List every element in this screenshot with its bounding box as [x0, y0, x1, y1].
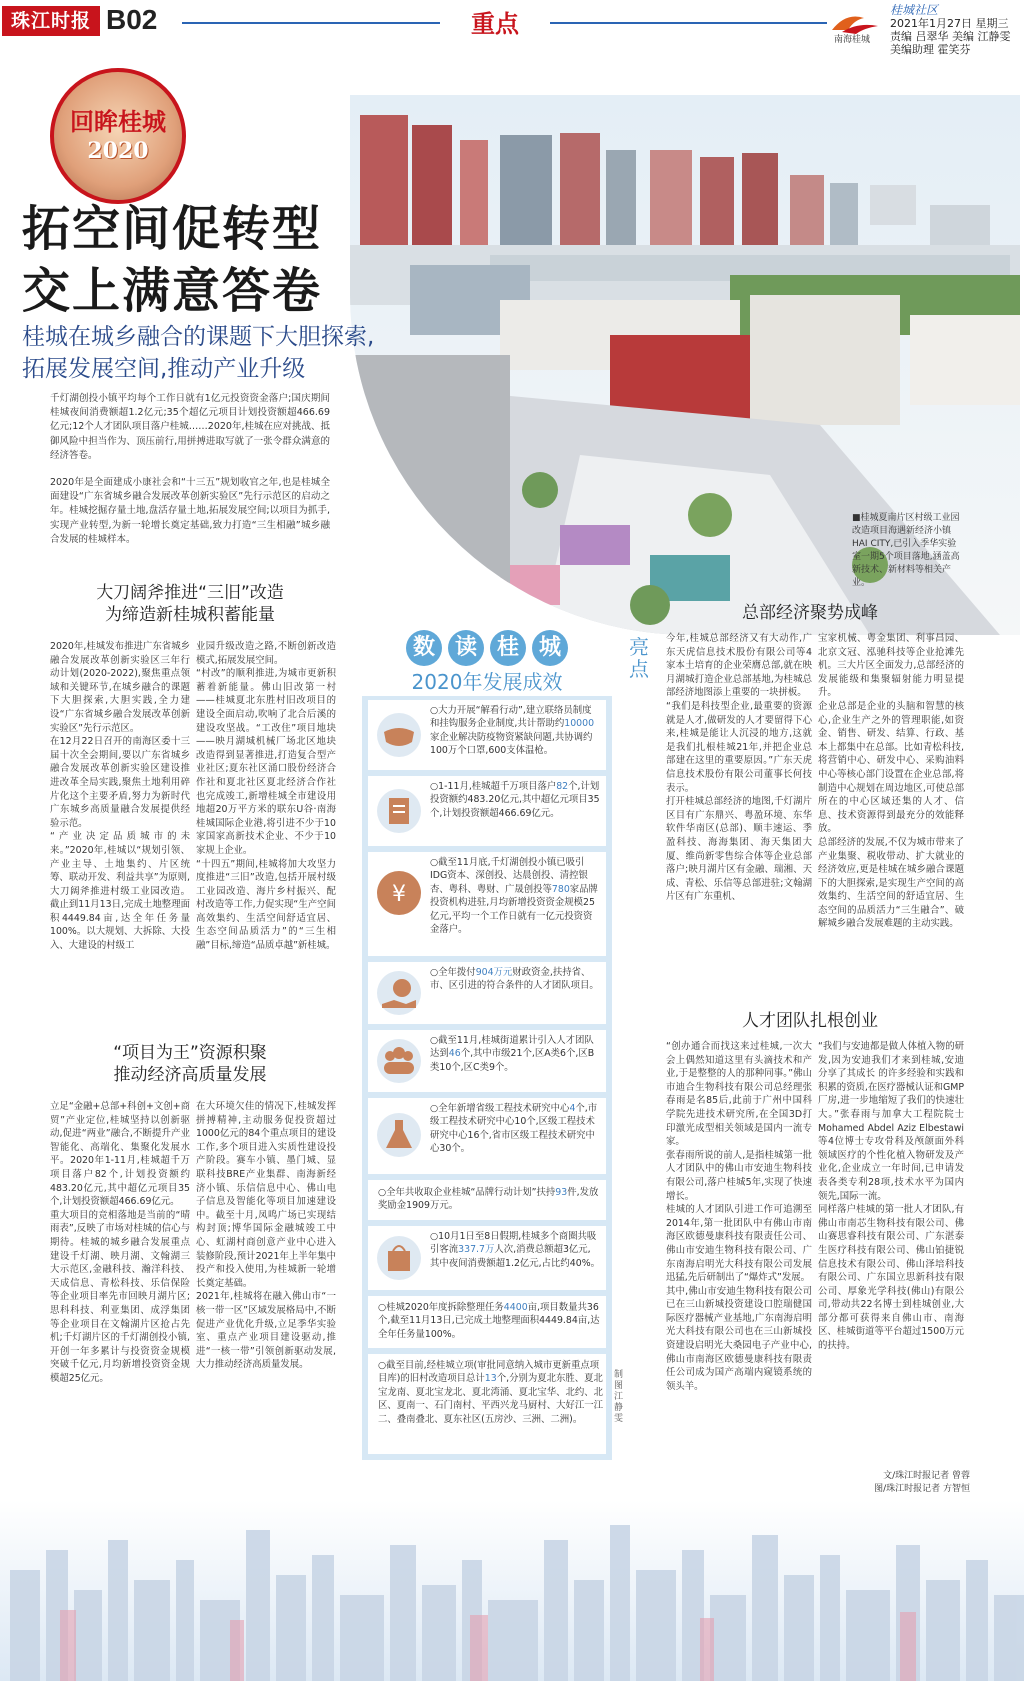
- data-highlight: 4: [569, 1103, 576, 1114]
- column-name: 桂城社区: [890, 3, 939, 17]
- section1-heading: [50, 582, 330, 626]
- data-highlight: 82: [556, 781, 569, 792]
- page-number: B02: [106, 4, 158, 35]
- graphic-credit: 制图 江静雯: [614, 1370, 624, 1424]
- highlight-label: 亮点: [629, 635, 649, 681]
- data-item: [368, 1354, 606, 1454]
- title-char: 城: [532, 630, 568, 666]
- section4-heading: 人才团队扎根创业: [742, 1011, 878, 1031]
- data-text: 个,计划投资额约483.20亿元,其中超亿元项目35个,计划投资额超466.69亿元。: [430, 781, 600, 819]
- data-item: [368, 962, 606, 1024]
- data-text: ○全年拨付: [430, 967, 476, 978]
- data-text: ○全年共收取企业桂城“品牌行动计划”扶持: [378, 1187, 556, 1198]
- section3-column-2: 宝家机械、粤金集团、利事昌园、北京文冠、泓驰科技等企业抢滩先机。三大片区全面发力,总部经济的发展能级和集聚辐射能力明显提升。 企业总部是企业的头脑和智慧的核心,企业生产之外的管理职能,如资金、销售、研发、结算、行政、基本上都集中在总部。比如青松科技,将营销中心、研发中心、采购油料中心等核心部门设置在企业总部,将制造中心规划在周边地区,可使总部所在的中心区域还集的人才、信息、技术资源得到最充分的效能释放。 总部经济的发展,不仅为城市带来了产业集聚、税收带动、扩大就业的经济效应,更是桂城在城乡融合课题下的大胆探索,是实现生产空间的高效集约、生活空间的舒适宜居、生态空间的品质活力“三生融合”、破解城乡融合发展难题的主动实践。: [818, 633, 964, 930]
- data-text: 个,其中市级21个,区A类6个,区B类10个,区C类9个。: [430, 1048, 595, 1073]
- data-item: [368, 1098, 606, 1174]
- section-label: 重点: [440, 8, 550, 40]
- title-char: 桂: [490, 630, 526, 666]
- section1-column-2: 业园升级改造之路,不断创新改造模式,拓展发展空间。 “村改”的顺利推进,为城市更新积蓄着新能量。佛山旧改第一村——桂城夏北东胜村旧改项目的建设全面启动,吹响了北合后溪的建设攻坚战。“工改住”项目地块——映月湖城机械厂场北区地块改造得到显著推进,打造复合型产业社区;夏东社区涌口股份经济合作社和夏北社区夏北经济合作社也完成竣工,新增桂城全市建设用地超20万平方米的联东U谷·南海桂城国际企业港,将引进不少于10家国家高新技术企业、不少于10家规上企业。 “十四五”期间,桂城将加大攻坚力度推进“三旧”改造,包括开展村级工业园改造、海片乡村振兴、配村改造等工作,力促实现“生产空间高效集约、生活空间舒适宜居、生态空间品质活力”的“三生相融”目标,缔造“品质卓越”新桂城。: [196, 641, 336, 952]
- section4-column-2: “我们与安迪都是做人体植入物的研发,因为安迪我们才来到桂城,安迪分享了其成长 的许多经验和实践和积累的资质,在医疗器械认证和GMP厂房,进一步地缩短了我们的快速壮大。”张春雨与加拿大工程院院士Mohamed Abdel Aziz Elbestawi等4位博士专攻骨科及颅颌面外科领域医疗的个性化植入物研发及产业化,企业成立一年时间,已申请发表各类专利28项,技术水平为国内领先,国际一流。 同样落户桂城的第一批人才团队,有佛山市南芯生物科技有限公司、佛山赛思睿科技有限公司、广东湛泰生医疗科技有限公司、佛山铂捷锐信息技术有限公司、佛山泽培科技有限公司、广东国立思新科技有限公司、厚象光学科技(佛山)有限公司,带动共22名博士到桂城创业,大部分都可获得来自佛山市、南海区、桂城街道等平台超过1500万元的扶持。: [818, 1041, 964, 1352]
- data-highlight: 10000: [564, 718, 595, 730]
- data-item: [368, 1030, 606, 1092]
- data-text: ○10月1日至8日假期,桂城多个商圈共吸引客流: [430, 1231, 597, 1256]
- subheadline-line1: 桂城在城乡融合的课题下大胆探索,: [22, 324, 375, 350]
- data-text: ○大力开展“解看行动”,建立联络员制度和挂钩服务企业制度,共计帮助约: [430, 705, 592, 730]
- data-item: [368, 852, 606, 956]
- title-char: 数: [406, 630, 442, 666]
- app-name: 南海桂城: [834, 35, 871, 45]
- section1-heading-line1: 大刀阔斧推进“三旧”改造: [96, 583, 284, 603]
- data-highlight: 93: [555, 1187, 568, 1198]
- data-highlight: 13: [484, 1373, 497, 1385]
- data-text: ○截至11月底,千灯湖创投小镇已吸引IDG资本、深创投、达晨创投、清控银杏、粤科、粤财、广晟创投等: [430, 857, 588, 895]
- document-icon: [376, 788, 422, 834]
- editors-line: 责编 吕翠华 美编 江静雯: [890, 30, 1011, 43]
- data-highlight: 4400: [503, 1302, 528, 1313]
- data-text: ○截至目前,经桂城立项(审批同意纳入城市更新重点项目库)的旧村改造项目总计: [378, 1360, 600, 1385]
- shopping-icon: [376, 1235, 422, 1281]
- author-credit: [820, 1470, 970, 1496]
- section2-heading: [50, 1042, 330, 1086]
- data-highlight: 904万元: [475, 967, 513, 978]
- section3-heading: 总部经济聚势成峰: [742, 603, 878, 623]
- city-skyline-decoration: [0, 1500, 1024, 1681]
- data-item: [368, 700, 606, 770]
- data-text: 家品牌投资机构进驻,月均新增投资资金规模25亿元,平均一个工作日就有一亿元投资资金落户。: [430, 883, 598, 936]
- data-text: ○全年新增省级工程技术研究中心: [430, 1103, 570, 1114]
- section2-heading-line2: 推动经济高质量发展: [113, 1065, 267, 1085]
- data-text: 件,发放奖励金1909万元。: [378, 1187, 599, 1212]
- section3-column-1: 今年,桂城总部经济又有大动作,广东天虎信息技术股份有限公司等4家本土培育的企业荣膺总部,就在映月湖城打造企业总部基地,为桂城总部经济地图添上重要的一块拼板。 “我们是科技型企业,最重要的资源就是人才,做研发的人才要留得下心来,桂城是能让人沉浸的地方,这就是我们扎根桂城21年,并把企业总部建在这里的重要原因。”广东天虎信息技术股份有限公司董事长何技表示。 打开桂城总部经济的地图,千灯湖片区目有广东鼎兴、粤盈环境、东华软件华南区(总部)、顺丰速运、季盈科技、海海集团、海天集团大厦、维尚新零售综合体等企业总部落户;映月湖片区有金融、瑞湘、天成、青松、乐信等总部进驻;文翰湖片区有广东重机、: [666, 633, 812, 903]
- badge-year: 2020: [87, 138, 149, 164]
- data-text: 家企业解决防疫物资紧缺问题,共协调约100万个口罩,600支体温枪。: [430, 731, 593, 757]
- data-text: 亩,项目数量共36个,截至11月13日,已完成土地整理面积4449.84亩,达全年任务量100%。: [378, 1302, 600, 1340]
- section1-heading-line2: 为缔造新桂城积蓄能量: [105, 605, 275, 625]
- data-text: 个,分别为夏北东胜、夏北宝龙南、夏北宝龙北、夏北湾涌、夏北宝华、北约、北区、夏南一、石门南村、平西兴龙马厨村、大好江一江二、叠南叠北、夏东社区(五房沙、三洲、二洲)。: [378, 1373, 604, 1425]
- data-item: [368, 1296, 606, 1348]
- data-item: [368, 776, 606, 846]
- data-panel-subtitle: 2020年发展成效: [411, 670, 563, 694]
- lead-paragraph-2: 2020年是全面建成小康社会和“十三五”规划收官之年,也是桂城全面建设“广东省城乡融合发展改革创新实验区”先行示范区的启动之年。桂城挖掘存量土地,盘活存量土地,拓展发展空间;以项目为抓手,实现产业转型,为新一轮增长奠定基础,致力打造“三生相融”城乡融合发展的桂城样本。: [50, 477, 330, 545]
- flask-icon: [376, 1112, 422, 1158]
- data-text: 个,市级工程技术研究中心10个,区级工程技术研究中心16个,省市区级工程技术研究中心30个。: [430, 1103, 598, 1155]
- data-item: [368, 1180, 606, 1220]
- lead-paragraph-1: 千灯湖创投小镇平均每个工作日就有1亿元投资资金落户;国庆期间桂城夜间消费额超1.2亿元;35个超亿元项目计划投资额超466.69亿元;12个人才团队项目落户桂城……2020年,桂城在应对挑战、抵御风险中担当作为、顶压前行,用拼搏进取写就了一张令群众满意的经济答卷。: [50, 393, 330, 461]
- photo-caption: ■桂城夏南片区村级工业园改造项目海遇新经济小镇HAI CITY,已引入季华实验室一期5个项目落地,涵盖高新技术、新材料等相关产业。: [852, 513, 960, 588]
- author-line-2: 图/珠江时报记者 方智恒: [874, 1484, 970, 1494]
- data-highlight: 780: [551, 883, 570, 895]
- author-line-1: 文/珠江时报记者 曾蓉: [883, 1471, 970, 1481]
- section2-column-1: 立足“金融+总部+科创+文创+商贸”产业定位,桂城坚持以创新驱动,促进“两业”融合,不断提升产业智能化、高端化、集聚化发展水平。2020年1-11月,桂城超千万项目落户82个,计划投资额约483.20亿元,其中超亿元项目35个,计划投资额超466.69亿元。 重大项目的竞相落地是当前的“晴雨表”,反映了市场对桂城的信心与期待。桂城的城乡融合发展重点建设千灯湖、映月湖、文翰湖三大示范区,金融科技、瀚洋科技、天成信息、青松科技、乐信保险等企业项目率先市回映月湖片区;思科科技、利亚集团、成浮集团等企业项目在文翰湖片区抢占先机;千灯湖片区的千灯湖创投小镇,开创一年多累计与投资资金规模突破千亿元,月均新增投资资金规模超25亿元。: [50, 1101, 190, 1384]
- masthead-logo: 珠江时报: [2, 6, 100, 36]
- editor-info: [890, 4, 1020, 56]
- date-line: 2021年1月27日 星期三: [890, 17, 1009, 30]
- section2-column-2: 在大环境欠佳的情况下,桂城发挥拼搏精神,主动服务促投资超过1000亿元的84个重点项目的建设工作,多个项目进入实质性建设投产阶段。赛车小镇、墨门城、显联科技BRE产业集群、南海新经济小镇、乐信信息中心、佛山电子信息及智能化等项目加速建设中。截至十月,凤鸣广场已实现结构封顶;博华国际金融城竣工中心、虹湖村商创意产业中心进入装修阶段,预计2021年上半年集中投产和投入使用,为桂城新一轮增长奠定基础。 2021年,桂城将在融入佛山市“一核一带一区”区域发展格局中,不断促进产业优化升级,立足季华实验室、重点产业项目建设驱动,推进“一核一带”引领创新驱动发展,大力推动经济高质量发展。: [196, 1101, 336, 1371]
- assistant-line: 美编助理 霍笑芬: [890, 43, 971, 56]
- data-text: ○截至11月,桂城街道累计引入人才团队达到: [430, 1035, 594, 1060]
- yen-coin-icon: [376, 870, 422, 916]
- team-icon: [376, 1038, 422, 1084]
- data-highlight: 337.7万: [458, 1244, 495, 1256]
- page-header: [0, 0, 1024, 56]
- title-char: 读: [448, 630, 484, 666]
- data-text: ○桂城2020年度拆除整理任务: [378, 1302, 504, 1313]
- data-item: [368, 1226, 606, 1290]
- mask-icon: [376, 712, 422, 758]
- section1-column-1: 2020年,桂城发布推进广东省城乡融合发展改革创新实验区三年行动计划(2020-2022),聚焦重点领域和关键环节,在城乡融合的课题下大胆探索,大胆实践,全力建设“广东省城乡融合发展改革创新实验区”先行示范区。 在12月22日召开的南海区委十三届十次全会期间,要以广东省城乡融合发展改革创新实验区建设推进改革全局实践,聚焦土地利用碎片化这个主要矛盾,努力为新时代广东城乡高质量融合发展提供经验示范。 “产业决定品质城市的未来。”2020年,桂城以“规划引领、产业主导、土地集约、片区统筹、联动开发、利益共享”为原则,大刀阔斧推进村级工业园改造。截止到11月13日,完成土地整理面积4449.84亩,达全年任务量100%。以大规划、大拆除、大投入、大建设的村级工: [50, 641, 190, 952]
- section4-column-1: “创办通合而找这来过桂城,一次大会上偶然知道这里有头滴技术和产业,于是整整的人的那种同事。”佛山市迪合生物科技有限公司总经理张春雨是名85后,此前于广州中国科学院先进技术研究所,在全国3D打印激光成型相关领域是国内一流专家。 张春雨所说的前人,是指桂城第一批人才团队中的佛山市安迪生物科技有限公司,落户桂城5年,实现了快速增长。 桂城的人才团队引进工作可追溯至2014年,第一批团队中有佛山市南海区欧德曼康科技有限责任公司、佛山市安迪生物科技有限公司、广东南海启明光大科技有限公司发展迅猛,先后研制出了“爆炸式”发展。 其中,佛山市安迪生物科技有限公司已在三山新城投资建设口腔瑞健国际医疗器械产业基地,广东南海启明光大科技有限公司也在三山新城投资建设启明光大桑园电子产业中心,佛山市南海区欧德曼康科技有限责任公司成为国产高端内窥镜系统的领头羊。: [666, 1041, 812, 1392]
- badge-title: 回眸桂城: [70, 107, 166, 136]
- svg-text:¥: ¥: [392, 882, 406, 907]
- retrospective-badge: [50, 68, 186, 204]
- headline-line2: 交上满意答卷: [22, 263, 323, 319]
- data-text: ○1-11月,桂城超千万项目落户: [430, 781, 557, 792]
- section2-heading-line1: “项目为王”资源积聚: [113, 1043, 267, 1063]
- data-highlight: 46: [448, 1048, 461, 1060]
- data-text: 财政资金,扶持省、市、区引进的符合条件的人才团队项目。: [430, 967, 599, 992]
- data-panel-body: [362, 696, 612, 1460]
- hand-coin-icon: [376, 970, 422, 1016]
- headline-line1: 拓空间促转型: [22, 201, 323, 257]
- data-panel: [362, 630, 612, 1460]
- data-text: 人次,消费总额超3亿元,其中夜间消费额超1.2亿元,占比约40%。: [430, 1244, 600, 1269]
- subheadline-line2: 拓展发展空间,推动产业升级: [22, 356, 306, 382]
